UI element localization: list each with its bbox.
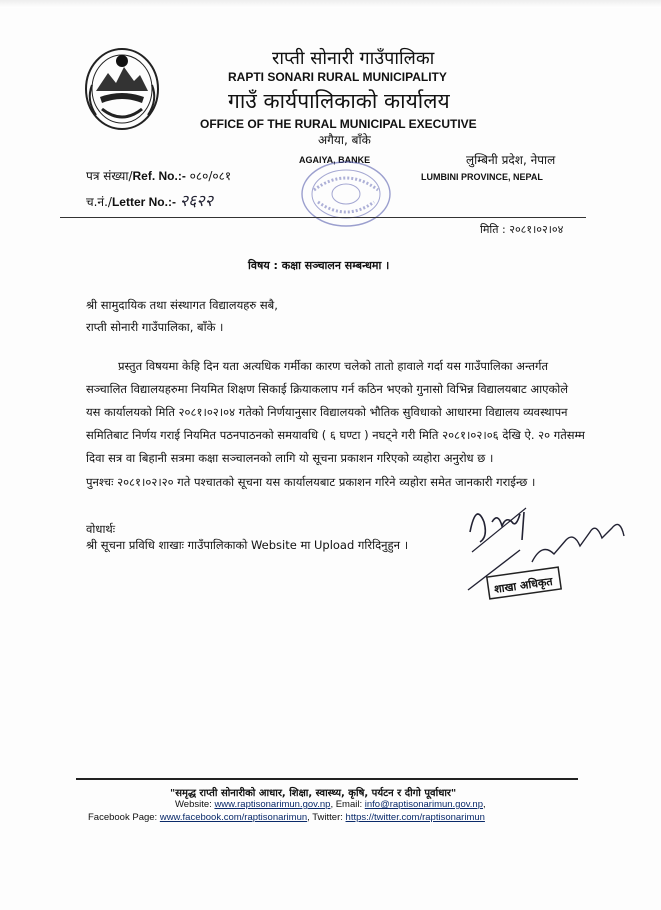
footer-contact (175, 799, 486, 810)
province-english: LUMBINI PROVINCE, NEPAL (421, 172, 543, 182)
office-name-english: OFFICE OF THE RURAL MUNICIPAL EXECUTIVE (200, 117, 477, 131)
letter-number (86, 189, 213, 211)
scan-edge (0, 0, 661, 8)
twitter-label: , Twitter: (307, 812, 346, 823)
footer-motto: "समृद्ध राप्ती सोनारीको आधार, शिक्षा, स्वास्थ्य, कृषि, पर्यटन र दीगो पूर्वाधार" (170, 788, 457, 799)
subject-line: विषय : कक्षा सञ्चालन सम्बन्धमा । (248, 259, 390, 272)
reference-number (86, 167, 231, 184)
letter-label: Letter No.:- (111, 195, 176, 209)
province-nepali: लुम्बिनी प्रदेश, नेपाल (466, 153, 556, 167)
ref-label: Ref. No.:- (132, 169, 186, 183)
email-link[interactable]: info@raptisonarimun.gov.np (364, 799, 484, 810)
email-end: , (483, 799, 486, 810)
letter-value: २६२२ (179, 191, 214, 210)
letter-prefix: च.नं./ (86, 195, 112, 209)
municipality-emblem-icon (82, 45, 162, 133)
ref-value: ०८०/०८१ (189, 169, 232, 183)
facebook-link[interactable]: www.facebook.com/raptisonarimun (159, 812, 308, 823)
ref-prefix: पत्र संख्या/ (86, 169, 133, 183)
location-english: AGAIYA, BANKE (299, 155, 371, 165)
recipient-line-2: राप्ती सोनारी गाउँपालिका, बाँके । (86, 320, 224, 334)
footer-divider (76, 778, 578, 780)
footer-social (88, 812, 485, 823)
facebook-label: Facebook Page: (88, 812, 160, 823)
website-link[interactable]: www.raptisonarimun.gov.np (214, 799, 331, 810)
location-nepali: अगैया, बाँके (318, 133, 371, 147)
email-label: , Email: (330, 799, 365, 810)
website-label: Website: (175, 799, 215, 810)
municipality-name-english: RAPTI SONARI RURAL MUNICIPALITY (228, 70, 447, 84)
twitter-link[interactable]: https://twitter.com/raptisonarimun (345, 812, 485, 823)
cc-line: श्री सूचना प्रविधि शाखाः गाउँपालिकाको Website मा Upload गरिदिनुहुन । (86, 538, 409, 552)
letter-date: मिति : २०८१।०२।०४ (480, 223, 564, 236)
header-divider (60, 217, 586, 218)
postscript: पुनश्चः २०८१।०२।२० गते पश्चातको सूचना यस कार्यालयबाट प्रकाशन गरिने व्यहोरा समेत जानकारी गराईन्छ । (86, 475, 536, 489)
signature-stamp-text: शाखा अधिकृत (493, 574, 554, 597)
municipality-name-nepali: राप्ती सोनारी गाउँपालिका (272, 48, 435, 69)
recipient-line-1: श्री सामुदायिक तथा संस्थागत विद्यालयहरु सबै, (86, 298, 278, 312)
office-name-nepali: गाउँ कार्यपालिकाको कार्यालय (228, 89, 450, 113)
cc-title: वोधार्थः (86, 522, 116, 536)
body-paragraph: प्रस्तुत विषयमा केहि दिन यता अत्यधिक गर्मीका कारण चलेको तातो हावाले गर्दा यस गाउँपालिका अन्तर्गत सञ्चालित विद्यालयहरुमा नियमित शिक्षण सिकाई क्रियाकलाप गर्न कठिन भएको गुनासो विभिन्न विद्यालयबाट आएकोले यस कार्यालयको मिति २०८१।०२।०४ गतेको निर्णयानुसार विद्यालयको भौतिक सुविधाको आधारमा विद्यालय व्यवस्थापन समितिबाट निर्णय गराई नियमित पठनपाठनको समयावधि ( ६ घण्टा ) नघट्ने गरी मिति २०८१।०२।०६ देखि ऐ. २० गतेसम्म दिवा सत्र वा बिहानी सत्रमा कक्षा सञ्चालनको लागि यो सूचना प्रकाशन गरिएको व्यहोरा अनुरोध छ । (86, 359, 585, 465)
